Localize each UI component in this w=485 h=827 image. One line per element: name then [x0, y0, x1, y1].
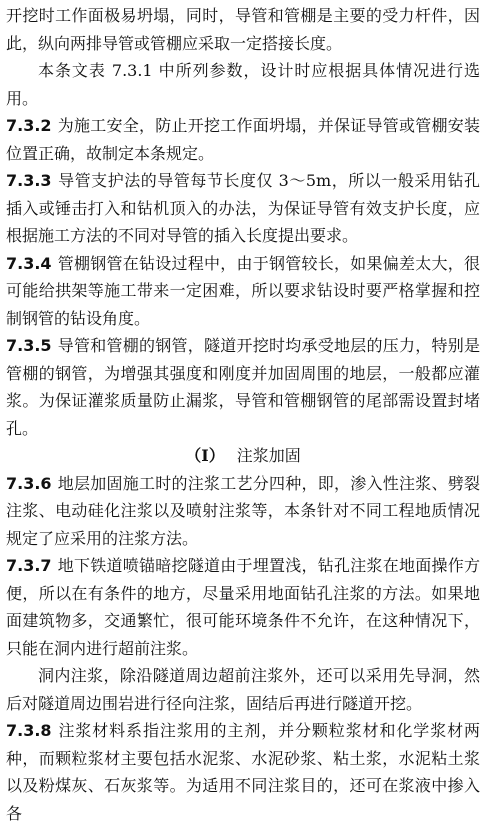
clause-number: 7.3.6	[6, 473, 52, 493]
clause-text: 注浆材料系指注浆用的主剂，并分颗粒浆材和化学浆材两种，而颗粒浆材主要包括水泥浆、水泥砂浆、粘土浆，水泥粘土浆以及粉煤灰、石灰浆等。为适用不同注浆目的，还可在浆液中掺入各	[6, 721, 480, 823]
clause-number: 7.3.4	[6, 253, 52, 273]
section-heading	[6, 442, 480, 470]
clause-text: 管棚钢管在钻设过程中，由于钢管较长，如果偏差太大，很可能给拱架等施工带来一定困难，所以要求钻设时要严格掌握和控制钢管的钻设角度。	[6, 253, 480, 328]
paragraph-table-note	[6, 57, 480, 112]
clause-text: 地下铁道喷锚暗挖隧道由于埋置浅，钻孔注浆在地面操作方便，所以在有条件的地方，尽量采用地面钻孔注浆的方法。如果地面建筑物多，交通繁忙，很可能环境条件不允许，在这种情况下，只能在洞内进行超前注浆。	[6, 556, 480, 658]
clause-7-3-6	[6, 470, 480, 553]
clause-7-3-8	[6, 717, 480, 827]
clause-7-3-5	[6, 332, 480, 442]
clause-number: 7.3.7	[6, 556, 52, 575]
clause-number: 7.3.2	[6, 116, 52, 135]
paragraph-continuation	[6, 2, 480, 57]
section-title: 注浆加固	[236, 446, 301, 465]
section-mark: （Ⅰ）	[185, 446, 225, 465]
clause-7-3-4	[6, 250, 480, 333]
clause-text: 导管支护法的导管每节长度仅 3～5m，所以一般采用钻孔插入或锤击打入和钻机顶入的办法，为保证导管有效支护长度，应根据施工方法的不同对导管的插入长度提出要求。	[6, 171, 480, 245]
clause-text: 导管和管棚的钢管，隧道开挖时均承受地层的压力，特别是管棚的钢管，为增强其强度和刚度并加固周围的地层，一般都应灌浆。为保证灌浆质量防止漏浆，导管和管棚钢管的尾部需设置封堵孔。	[6, 336, 480, 438]
paragraph-text: 洞内注浆，除沿隧道周边超前注浆外，还可以采用先导洞，然后对隧道周边围岩进行径向注浆，固结后再进行隧道开挖。	[6, 666, 480, 713]
clause-7-3-7	[6, 552, 480, 662]
clause-7-3-3	[6, 167, 480, 250]
paragraph-text: 开挖时工作面极易坍塌，同时，导管和管棚是主要的受力杆件，因此，纵向两排导管或管棚应采取一定搭接长度。	[6, 6, 480, 53]
document-page	[6, 2, 480, 827]
clause-number: 7.3.3	[6, 171, 52, 190]
clause-text: 为施工安全，防止开挖工作面坍塌，并保证导管或管棚安装位置正确，故制定本条规定。	[6, 116, 480, 163]
clause-text: 地层加固施工时的注浆工艺分四种，即，渗入性注浆、劈裂注浆、电动硅化注浆以及喷射注浆等，本条针对不同工程地质情况规定了应采用的注浆方法。	[6, 473, 480, 548]
clause-7-3-2	[6, 112, 480, 167]
paragraph-grouting-in-tunnel	[6, 662, 480, 717]
paragraph-text: 本条文表 7.3.1 中所列参数，设计时应根据具体情况进行选用。	[6, 61, 480, 108]
clause-number: 7.3.5	[6, 336, 52, 355]
clause-number: 7.3.8	[6, 721, 52, 740]
